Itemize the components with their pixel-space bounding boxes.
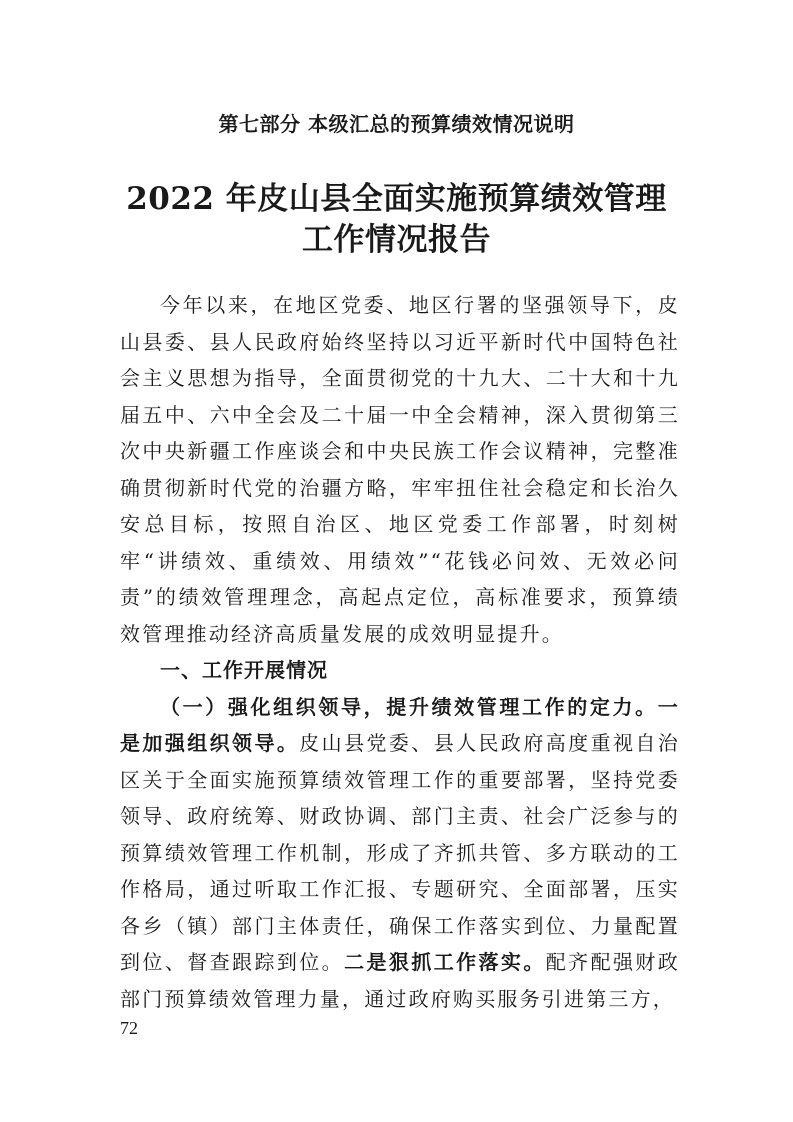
organization-paragraph (120, 689, 680, 1018)
page-number: 72 (120, 1018, 138, 1038)
intro-paragraph: 今年以来，在地区党委、地区行署的坚强领导下，皮山县委、县人民政府始终坚持以习近平新时代中国特色社会主义思想为指导，全面贯彻党的十九大、二十大和十九届五中、六中全会及二十届一中全会精神，深入贯彻第三次中央新疆工作座谈会和中央民族工作会议精神，完整准确贯彻新时代党的治疆方略，牢牢扭住社会稳定和长治久安总目标，按照自治区、地区党委工作部署，时刻树牢“讲绩效、重绩效、用绩效”“花钱必问效、无效必问责”的绩效管理理念，高起点定位，高标准要求，预算绩效管理推动经济高质量发展的成效明显提升。 (120, 293, 680, 646)
report-body (120, 287, 680, 1017)
heading-work-progress: 一、工作开展情况 (160, 658, 328, 682)
section-label: 第七部分 本级汇总的预算绩效情况说明 (218, 112, 575, 136)
paragraph-second-lead: 二是狠抓工作落实。 (344, 950, 546, 974)
paragraph-text: 皮山县党委、县人民政府高度重视自治区关于全面实施预算绩效管理工作的重要部署，坚持党委领导、政府统筹、财政协调、部门主责、社会广泛参与的预算绩效管理工作机制，形成了齐抓共管、多方联动的工作格局，通过听取工作汇报、专题研究、全面部署，压实各乡（镇）部门主体责任，确保工作落实到位、力量配置到位、督查跟踪到位。 (120, 731, 680, 974)
paragraph-lead-heading: （一）强化组织领导，提升绩效管理工作的定力。一是加强组织领导。 (120, 694, 680, 755)
paragraph-text-continued: 配齐配强财政部门预算绩效管理力量，通过政府购买服务引进第三方， (120, 950, 680, 1011)
report-title-line-2: 工作情况报告 (302, 222, 491, 258)
report-title-line-1: 2022 年皮山县全面实施预算绩效管理 (126, 181, 667, 217)
